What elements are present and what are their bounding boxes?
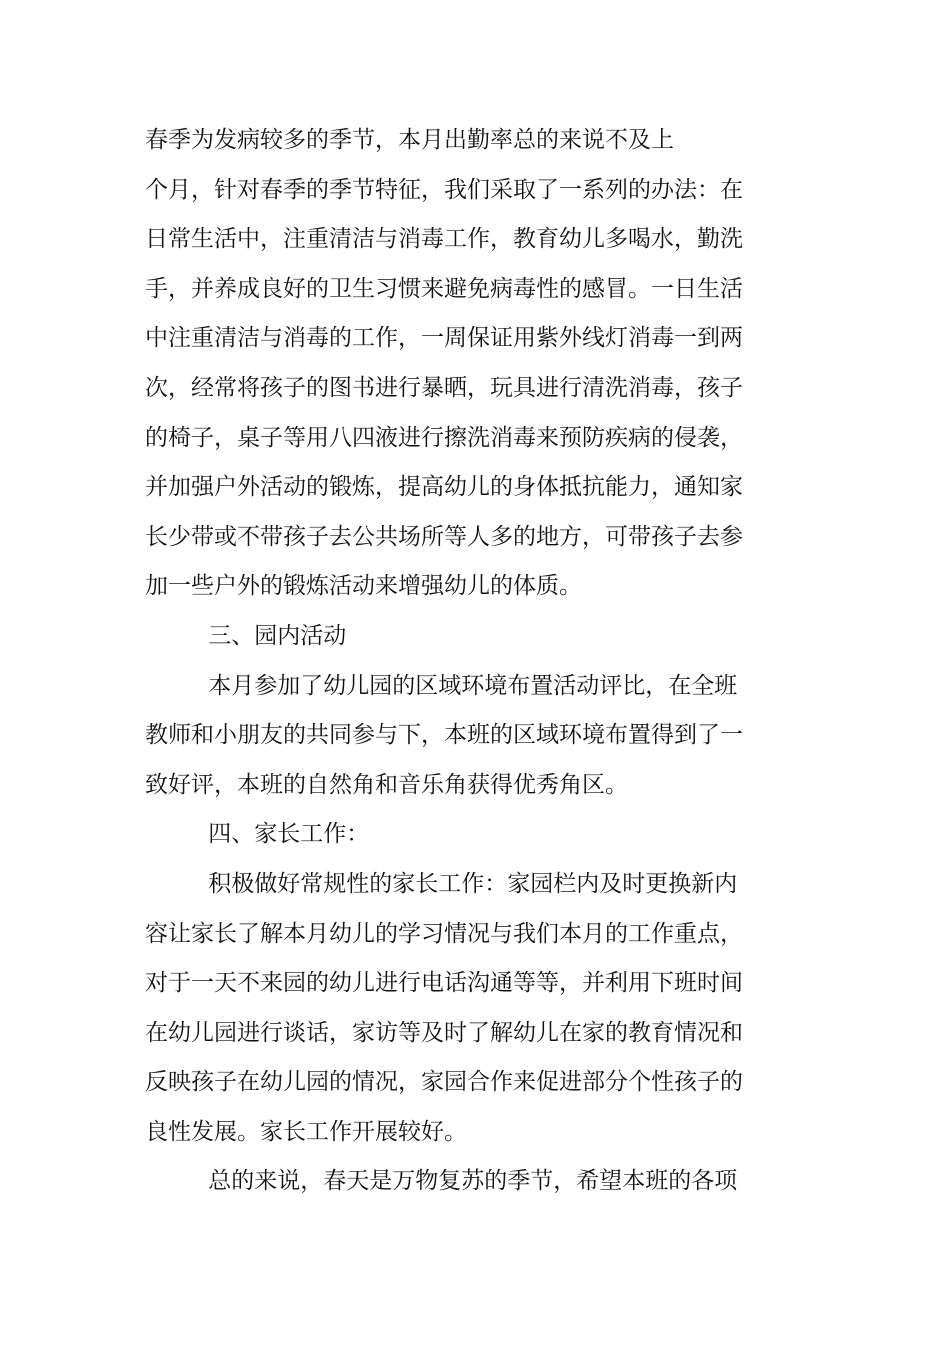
paragraph-line: 日常生活中，注重清洁与消毒工作，教育幼儿多喝水，勤洗 (145, 226, 743, 253)
paragraph-line: 个月，针对春季的季节特征，我们采取了一系列的办法：在 (145, 176, 743, 203)
section-heading-campus-activities (145, 612, 745, 662)
paragraph-line: 反映孩子在幼儿园的情况，家园合作来促进部分个性孩子的 (145, 1069, 743, 1096)
paragraph-summary (145, 1157, 745, 1207)
paragraph-line: 积极做好常规性的家长工作：家园栏内及时更换新内 (208, 870, 738, 897)
section-heading-text: 三、园内活动 (208, 622, 347, 649)
paragraph-line: 在幼儿园进行谈话，家访等及时了解幼儿在家的教育情况和 (145, 1019, 743, 1046)
paragraph-line: 本月参加了幼儿园的区域环境布置活动评比，在全班 (208, 672, 738, 699)
paragraph-health (145, 116, 745, 612)
paragraph-line: 手，并养成良好的卫生习惯来避免病毒性的感冒。一日生活 (145, 275, 743, 302)
paragraph-line: 的椅子，桌子等用八四液进行擦洗消毒来预防疾病的侵袭， (145, 424, 743, 451)
paragraph-line: 中注重清洁与消毒的工作，一周保证用紫外线灯消毒一到两 (145, 325, 743, 352)
paragraph-line: 对于一天不来园的幼儿进行电话沟通等等，并利用下班时间 (145, 970, 743, 997)
paragraph-campus-activities (145, 662, 745, 811)
paragraph-line: 致好评，本班的自然角和音乐角获得优秀角区。 (145, 771, 628, 798)
section-heading-parent-work (145, 810, 745, 860)
paragraph-line: 长少带或不带孩子去公共场所等人多的地方，可带孩子去参 (145, 523, 743, 550)
paragraph-parent-work (145, 860, 745, 1158)
paragraph-line: 总的来说，春天是万物复苏的季节，希望本班的各项 (208, 1168, 738, 1195)
paragraph-line: 春季为发病较多的季节，本月出勤率总的来说不及上 (145, 127, 674, 153)
paragraph-line: 次，经常将孩子的图书进行暴晒，玩具进行清洗消毒，孩子 (145, 374, 743, 401)
paragraph-line: 教师和小朋友的共同参与下，本班的区域环境布置得到了一 (145, 722, 743, 749)
document-body (145, 116, 745, 1207)
paragraph-line: 良性发展。家长工作开展较好。 (145, 1118, 467, 1145)
paragraph-line: 容让家长了解本月幼儿的学习情况与我们本月的工作重点， (145, 920, 743, 947)
paragraph-line: 并加强户外活动的锻炼，提高幼儿的身体抵抗能力，通知家 (145, 474, 743, 501)
section-heading-text: 四、家长工作： (208, 821, 370, 848)
paragraph-line: 加一些户外的锻炼活动来增强幼儿的体质。 (145, 573, 582, 600)
